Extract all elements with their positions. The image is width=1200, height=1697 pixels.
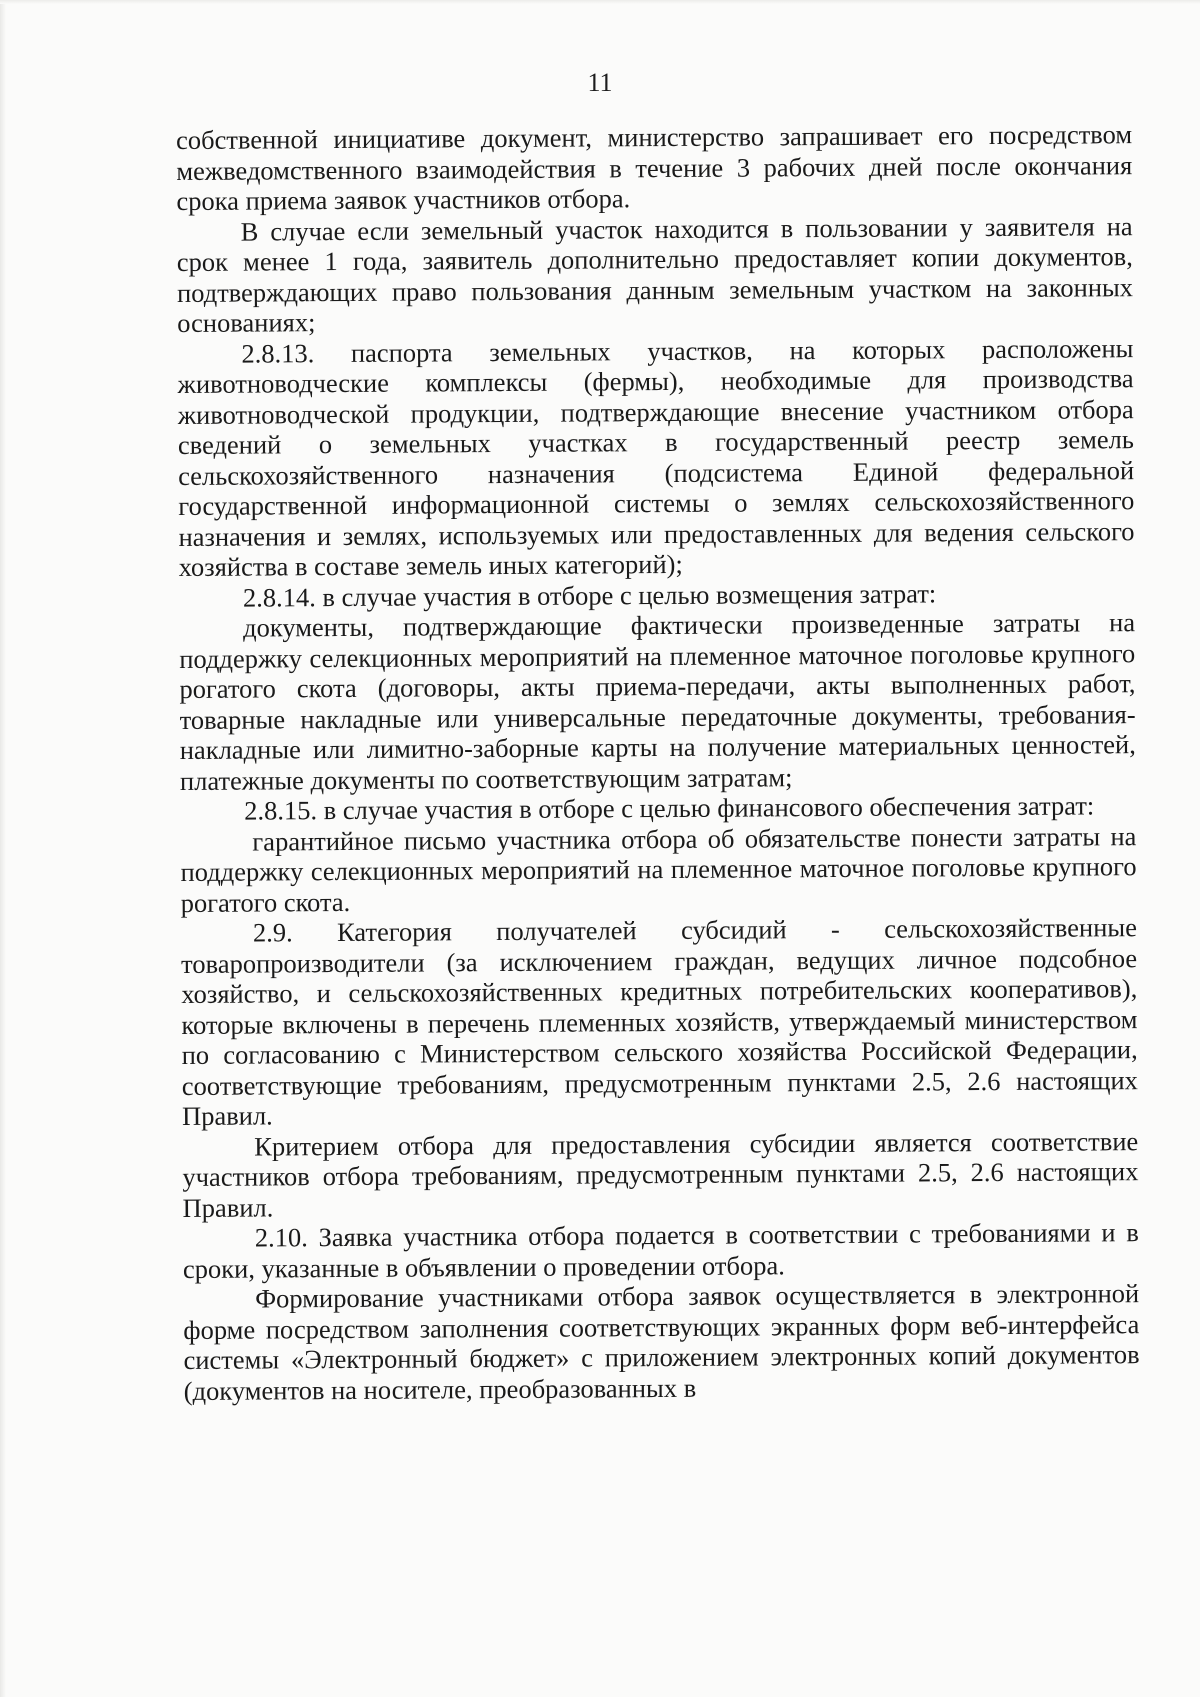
paragraph-2-8-15: 2.8.15. в случае участия в отборе с целью финансового обеспечения затрат: <box>244 790 1095 826</box>
scan-edge-top <box>0 0 1200 4</box>
paragraph-2-10: 2.10. Заявка участника отбора подается в соответствии с требованиями и в сроки, указанные в объявлении о проведении отбора. <box>182 1217 1139 1284</box>
paragraph-2-9: 2.9. Категория получателей субсидий - сельскохозяйственные товаропроизводители (за исключением граждан, ведущих личное подсобное хозяйство, и сельскохозяйственных кредитных потребительских кооперативов), которые включены в перечень племенных хозяйств, утверждаемый министерством по согласованию с Министерством сельского хозяйства Российской Федерации, соответствующие требованиям, предусмотренным пунктами 2.5, 2.6 настоящих Правил. <box>181 912 1138 1131</box>
paragraph-guarantee-letter: гарантийное письмо участника отбора об обязательстве понести затраты на поддержку селекционных мероприятий на племенное маточное поголовье крупного рогатого скота. <box>180 820 1137 918</box>
document-body <box>176 119 1140 1406</box>
paragraph-selection-criterion: Критерием отбора для предоставления субсидии является соответствие участников отбора требованиям, предусмотренным пунктами 2.5, 2.6 настоящих Правил. <box>182 1125 1139 1223</box>
paragraph-2-8-13: 2.8.13. паспорта земельных участков, на которых расположены животноводческие комплексы (фермы), необходимые для производства животноводческой продукции, подтверждающие внесение участником отбора сведений о земельных участках в государственный реестр земель сельскохозяйственного назначения (подсистема Единой федеральной государственной информационной системы о землях сельскохозяйственного назначения и землях, используемых или предоставленных для ведения сельского хозяйства в составе земель иных категорий); <box>177 332 1135 582</box>
paragraph-land-plot-use: В случае если земельный участок находится в пользовании у заявителя на срок менее 1 года, заявитель дополнительно предоставляет копии документов, подтверждающих право пользования данным земельным участком на законных основаниях; <box>176 210 1134 338</box>
paragraph-continuation: собственной инициативе документ, министерство запрашивает его посредством межведомственного взаимодействия в течение 3 рабочих дней после окончания срока приема заявок участников отбора. <box>176 119 1133 216</box>
page-number: 11 <box>587 68 613 97</box>
paragraph-cost-documents: документы, подтверждающие фактически произведенные затраты на поддержку селекционных мероприятий на племенное маточное поголовье крупного рогатого скота (договоры, акты приема-передачи, акты выполненных работ, товарные накладные или универсальные передаточные документы, требования-накладные или лимитно-заборные карты на получение материальных ценностей, платежные документы по соответствующим затратам; <box>179 607 1136 796</box>
paragraph-2-8-14: 2.8.14. в случае участия в отборе с целью возмещения затрат: <box>242 577 937 613</box>
scan-edge-left <box>0 0 6 1697</box>
paragraph-application-forming: Формирование участниками отбора заявок осуществляется в электронной форме посредством заполнения соответствующих экранных форм веб-интерфейса системы «Электронный бюджет» с приложением электронных копий документов (документов на носителе, преобразованных в <box>183 1278 1140 1406</box>
